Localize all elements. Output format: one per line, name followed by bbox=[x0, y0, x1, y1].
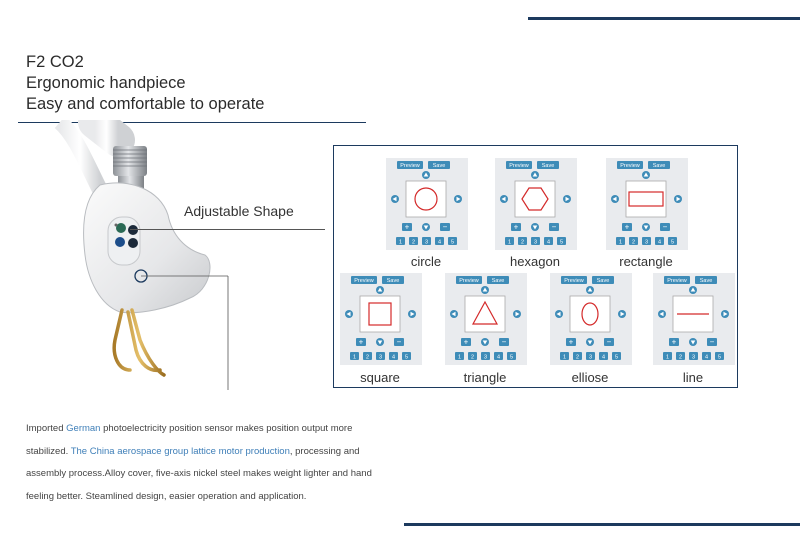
number-button-1[interactable] bbox=[663, 352, 672, 361]
right-arrow-icon[interactable] bbox=[408, 310, 416, 318]
plus-button-icon[interactable] bbox=[511, 223, 521, 232]
title-line-2: Ergonomic handpiece bbox=[26, 74, 186, 92]
save-button-label: Save bbox=[386, 278, 400, 285]
title-line-3: Easy and comfortable to operate bbox=[26, 95, 265, 113]
save-button[interactable] bbox=[428, 161, 450, 169]
right-arrow-icon[interactable] bbox=[674, 195, 682, 203]
up-arrow-icon[interactable] bbox=[586, 286, 594, 294]
number-button-5[interactable] bbox=[612, 352, 621, 361]
svg-text:+: + bbox=[404, 222, 410, 232]
svg-text:4: 4 bbox=[546, 239, 551, 246]
down-arrow-icon[interactable] bbox=[586, 338, 594, 346]
down-arrow-icon[interactable] bbox=[481, 338, 489, 346]
callout-rule bbox=[130, 229, 325, 230]
shape-controller-ellipse bbox=[550, 273, 632, 370]
plus-button-icon[interactable] bbox=[622, 223, 632, 232]
up-arrow-icon[interactable] bbox=[481, 286, 489, 294]
number-button-5[interactable] bbox=[715, 352, 724, 361]
shape-preview-box bbox=[570, 296, 610, 332]
svg-text:2: 2 bbox=[678, 354, 683, 361]
number-button-3[interactable] bbox=[689, 352, 698, 361]
metal-collar bbox=[113, 146, 147, 176]
shape-preview-box bbox=[626, 181, 666, 217]
svg-text:+: + bbox=[624, 222, 630, 232]
preview-button[interactable] bbox=[561, 276, 587, 284]
preview-button[interactable] bbox=[351, 276, 377, 284]
number-button-1[interactable] bbox=[505, 237, 514, 246]
number-button-1[interactable] bbox=[396, 237, 405, 246]
preview-button[interactable] bbox=[456, 276, 482, 284]
preview-button-label: Preview bbox=[620, 163, 640, 170]
minus-button-icon[interactable] bbox=[707, 338, 717, 347]
number-button-3[interactable] bbox=[481, 352, 490, 361]
preview-button[interactable] bbox=[617, 161, 643, 169]
number-button-2[interactable] bbox=[629, 237, 638, 246]
plus-button-icon[interactable] bbox=[402, 223, 412, 232]
right-arrow-icon[interactable] bbox=[563, 195, 571, 203]
svg-text:5: 5 bbox=[670, 239, 675, 246]
right-arrow-icon[interactable] bbox=[618, 310, 626, 318]
svg-text:+: + bbox=[671, 337, 677, 347]
number-button-1[interactable] bbox=[560, 352, 569, 361]
save-button[interactable] bbox=[487, 276, 509, 284]
number-button-4[interactable] bbox=[389, 352, 398, 361]
number-button-5[interactable] bbox=[448, 237, 457, 246]
shape-controller-line bbox=[653, 273, 735, 370]
svg-text:4: 4 bbox=[601, 354, 606, 361]
minus-button-icon[interactable] bbox=[394, 338, 404, 347]
shape-label-triangle: triangle bbox=[463, 370, 507, 385]
svg-text:5: 5 bbox=[614, 354, 619, 361]
number-button-4[interactable] bbox=[494, 352, 503, 361]
save-button-label: Save bbox=[652, 163, 666, 170]
number-button-4[interactable] bbox=[599, 352, 608, 361]
number-button-2[interactable] bbox=[573, 352, 582, 361]
svg-text:−: − bbox=[442, 222, 448, 232]
svg-text:1: 1 bbox=[618, 239, 623, 246]
shape-controller-triangle bbox=[445, 273, 527, 370]
shape-label-line: line bbox=[682, 370, 704, 385]
preview-button-label: Preview bbox=[354, 278, 374, 285]
number-button-4[interactable] bbox=[435, 237, 444, 246]
dark-button-icon bbox=[128, 225, 138, 235]
blue-button-icon bbox=[115, 237, 125, 247]
shape-preview-box bbox=[406, 181, 446, 217]
handpiece-illustration bbox=[0, 120, 330, 390]
down-arrow-icon[interactable] bbox=[376, 338, 384, 346]
svg-text:1: 1 bbox=[562, 354, 567, 361]
svg-text:2: 2 bbox=[631, 239, 636, 246]
number-button-2[interactable] bbox=[468, 352, 477, 361]
description-text bbox=[26, 418, 381, 508]
svg-text:3: 3 bbox=[378, 354, 383, 361]
shape-controller-circle bbox=[386, 158, 468, 255]
svg-text:3: 3 bbox=[533, 239, 538, 246]
svg-text:+: + bbox=[568, 337, 574, 347]
svg-text:−: − bbox=[606, 337, 612, 347]
plus-button-icon[interactable] bbox=[566, 338, 576, 347]
svg-text:5: 5 bbox=[717, 354, 722, 361]
shape-label-ellipse: elliose bbox=[571, 370, 609, 385]
save-button[interactable] bbox=[592, 276, 614, 284]
number-button-3[interactable] bbox=[586, 352, 595, 361]
save-button[interactable] bbox=[382, 276, 404, 284]
minus-button-icon[interactable] bbox=[604, 338, 614, 347]
save-button-label: Save bbox=[596, 278, 610, 285]
svg-text:2: 2 bbox=[575, 354, 580, 361]
up-arrow-icon[interactable] bbox=[531, 171, 539, 179]
left-arrow-icon[interactable] bbox=[555, 310, 563, 318]
right-arrow-icon[interactable] bbox=[721, 310, 729, 318]
save-button[interactable] bbox=[537, 161, 559, 169]
svg-text:4: 4 bbox=[657, 239, 662, 246]
save-button-label: Save bbox=[491, 278, 505, 285]
svg-text:2: 2 bbox=[520, 239, 525, 246]
description-highlight-2: The China aerospace group lattice motor production bbox=[70, 445, 290, 457]
preview-button-label: Preview bbox=[509, 163, 529, 170]
left-arrow-icon[interactable] bbox=[500, 195, 508, 203]
down-arrow-icon[interactable] bbox=[531, 223, 539, 231]
preview-button-label: Preview bbox=[459, 278, 479, 285]
description-part-2: photoelectricity position sensor makes position output more stabilized. bbox=[26, 423, 353, 457]
down-arrow-icon[interactable] bbox=[422, 223, 430, 231]
plus-button-icon[interactable] bbox=[461, 338, 471, 347]
up-arrow-icon[interactable] bbox=[689, 286, 697, 294]
svg-text:4: 4 bbox=[496, 354, 501, 361]
shape-label-rectangle: rectangle bbox=[619, 254, 673, 269]
shape-controller-square bbox=[340, 273, 422, 370]
number-button-3[interactable] bbox=[376, 352, 385, 361]
svg-text:−: − bbox=[662, 222, 668, 232]
description-highlight-1: German bbox=[66, 423, 101, 434]
svg-text:3: 3 bbox=[644, 239, 649, 246]
minus-button-icon[interactable] bbox=[499, 338, 509, 347]
svg-text:1: 1 bbox=[665, 354, 670, 361]
shape-preview-box bbox=[515, 181, 555, 217]
number-button-4[interactable] bbox=[655, 237, 664, 246]
svg-text:1: 1 bbox=[352, 354, 357, 361]
svg-text:+: + bbox=[513, 222, 519, 232]
gold-tip bbox=[114, 310, 164, 375]
svg-text:5: 5 bbox=[404, 354, 409, 361]
svg-text:1: 1 bbox=[457, 354, 462, 361]
svg-text:3: 3 bbox=[483, 354, 488, 361]
left-arrow-icon[interactable] bbox=[611, 195, 619, 203]
svg-text:3: 3 bbox=[691, 354, 696, 361]
right-arrow-icon[interactable] bbox=[513, 310, 521, 318]
down-arrow-icon[interactable] bbox=[689, 338, 697, 346]
shape-controller-hexagon bbox=[495, 158, 577, 255]
green-button-icon bbox=[116, 223, 126, 233]
svg-text:−: − bbox=[709, 337, 715, 347]
plus-button-icon[interactable] bbox=[356, 338, 366, 347]
shape-preview-box bbox=[360, 296, 400, 332]
save-button[interactable] bbox=[695, 276, 717, 284]
down-arrow-icon[interactable] bbox=[642, 223, 650, 231]
save-button-label: Save bbox=[432, 163, 446, 170]
number-button-5[interactable] bbox=[668, 237, 677, 246]
left-arrow-icon[interactable] bbox=[391, 195, 399, 203]
number-button-2[interactable] bbox=[409, 237, 418, 246]
shape-controller-rectangle bbox=[606, 158, 688, 255]
left-arrow-icon[interactable] bbox=[450, 310, 458, 318]
svg-text:2: 2 bbox=[365, 354, 370, 361]
number-button-5[interactable] bbox=[557, 237, 566, 246]
right-arrow-icon[interactable] bbox=[454, 195, 462, 203]
number-button-5[interactable] bbox=[402, 352, 411, 361]
svg-text:5: 5 bbox=[509, 354, 514, 361]
preview-button-label: Preview bbox=[667, 278, 687, 285]
preview-button[interactable] bbox=[664, 276, 690, 284]
svg-text:−: − bbox=[551, 222, 557, 232]
number-button-2[interactable] bbox=[363, 352, 372, 361]
svg-text:4: 4 bbox=[704, 354, 709, 361]
svg-text:−: − bbox=[501, 337, 507, 347]
up-arrow-icon[interactable] bbox=[376, 286, 384, 294]
description-part-3: , processing and assembly process.Alloy cover, five-axis nickel steel makes weight lighter and hand feeling better. Steamlined design, easier operation and application. bbox=[26, 445, 372, 502]
shape-label-circle: circle bbox=[410, 254, 442, 269]
shape-label-square: square bbox=[360, 370, 400, 385]
number-button-3[interactable] bbox=[642, 237, 651, 246]
save-button-label: Save bbox=[699, 278, 713, 285]
preview-button[interactable] bbox=[397, 161, 423, 169]
number-button-4[interactable] bbox=[702, 352, 711, 361]
up-arrow-icon[interactable] bbox=[642, 171, 650, 179]
svg-text:3: 3 bbox=[424, 239, 429, 246]
title-line-1: F2 CO2 bbox=[26, 53, 84, 71]
svg-text:4: 4 bbox=[437, 239, 442, 246]
number-button-4[interactable] bbox=[544, 237, 553, 246]
page-title bbox=[26, 52, 264, 115]
minus-button-icon[interactable] bbox=[549, 223, 559, 232]
svg-text:−: − bbox=[396, 337, 402, 347]
svg-text:4: 4 bbox=[391, 354, 396, 361]
number-button-3[interactable] bbox=[531, 237, 540, 246]
number-button-2[interactable] bbox=[518, 237, 527, 246]
number-button-2[interactable] bbox=[676, 352, 685, 361]
bottom-accent-line bbox=[404, 523, 800, 526]
number-button-1[interactable] bbox=[616, 237, 625, 246]
svg-text:5: 5 bbox=[450, 239, 455, 246]
save-button-label: Save bbox=[541, 163, 555, 170]
number-button-1[interactable] bbox=[455, 352, 464, 361]
svg-text:2: 2 bbox=[470, 354, 475, 361]
svg-text:2: 2 bbox=[411, 239, 416, 246]
number-button-1[interactable] bbox=[350, 352, 359, 361]
description-part-1: Imported bbox=[26, 423, 67, 434]
minus-button-icon[interactable] bbox=[440, 223, 450, 232]
preview-button-label: Preview bbox=[400, 163, 420, 170]
plus-button-icon[interactable] bbox=[669, 338, 679, 347]
number-button-5[interactable] bbox=[507, 352, 516, 361]
left-arrow-icon[interactable] bbox=[658, 310, 666, 318]
svg-text:+: + bbox=[358, 337, 364, 347]
number-button-3[interactable] bbox=[422, 237, 431, 246]
up-arrow-icon[interactable] bbox=[422, 171, 430, 179]
preview-button-label: Preview bbox=[564, 278, 584, 285]
svg-text:+: + bbox=[463, 337, 469, 347]
svg-text:5: 5 bbox=[559, 239, 564, 246]
save-button[interactable] bbox=[648, 161, 670, 169]
shape-label-hexagon: hexagon bbox=[510, 254, 560, 269]
svg-text:1: 1 bbox=[398, 239, 403, 246]
svg-text:3: 3 bbox=[588, 354, 593, 361]
preview-button[interactable] bbox=[506, 161, 532, 169]
top-accent-line bbox=[528, 17, 800, 20]
left-arrow-icon[interactable] bbox=[345, 310, 353, 318]
minus-button-icon[interactable] bbox=[660, 223, 670, 232]
svg-text:1: 1 bbox=[507, 239, 512, 246]
callout-label: Adjustable Shape bbox=[184, 203, 294, 219]
